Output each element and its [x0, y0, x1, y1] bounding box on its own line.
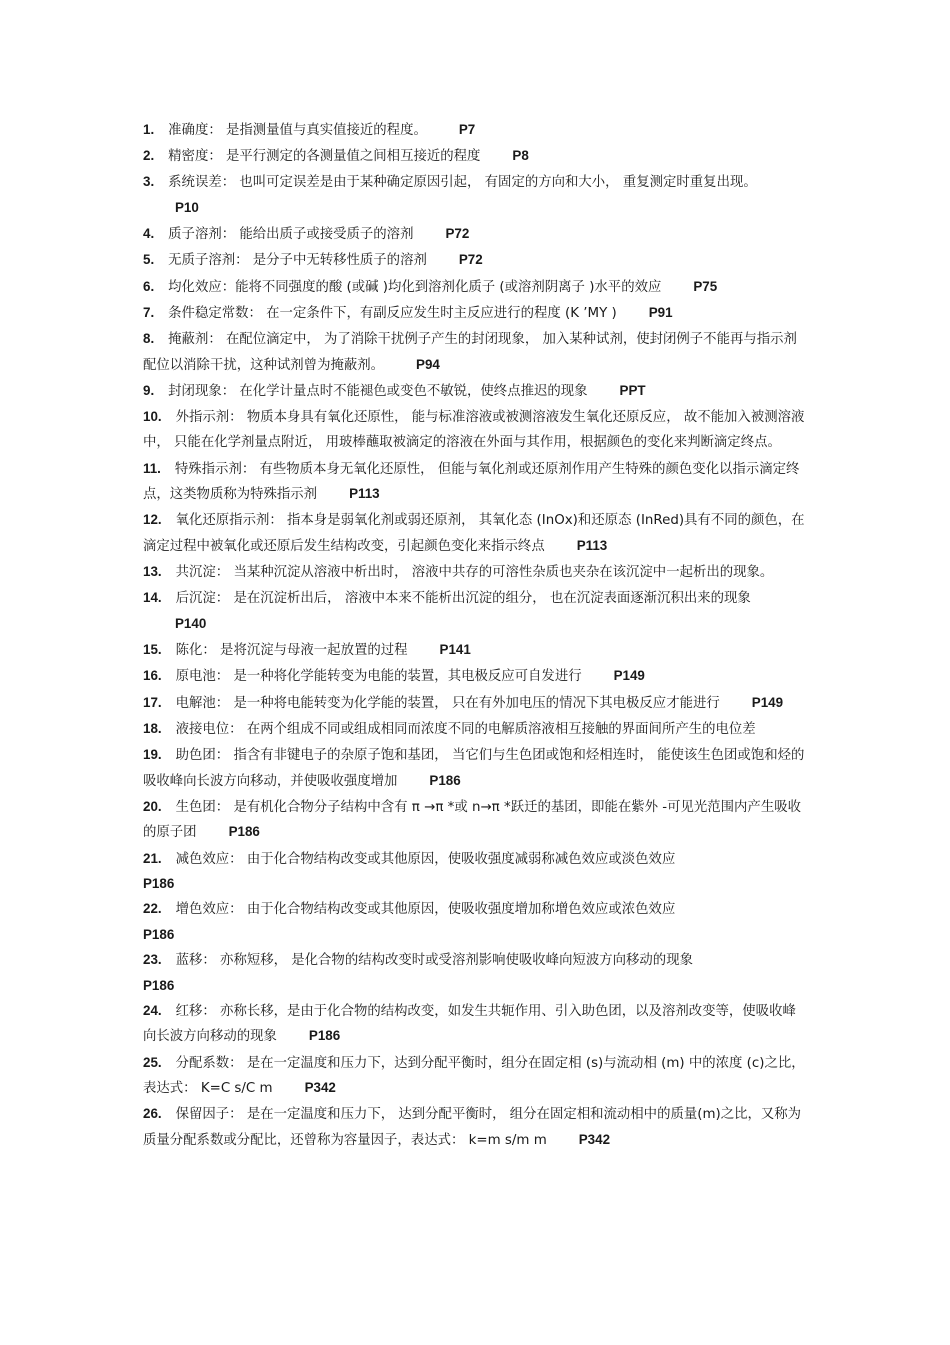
definition-list	[143, 118, 807, 1154]
list-item: 7. 条件稳定常数： 在一定条件下，有副反应发生时主反应进行的程度 (K ’MY ) P91	[143, 304, 673, 321]
page-ref: P94	[416, 356, 440, 372]
list-item: 13. 共沉淀： 当某种沉淀从溶液中析出时， 溶液中共存的可溶性杂质也夹杂在该沉淀中一起析出的现象。	[143, 564, 774, 581]
page-ref: P72	[445, 226, 470, 242]
list-item: 11. 特殊指示剂： 有些物质本身无氧化还原性， 但能与氧化剂或还原剂作用产生特殊的颜色变化以指示滴定终点，这类物质称为特殊指示剂 P113	[143, 460, 800, 503]
list-item: 3. 系统误差： 也叫可定误差是由于某种确定原因引起， 有固定的方向和大小， 重复测定时重复出现。P10	[143, 174, 757, 215]
list-item: 17. 电解池： 是一种将电能转变为化学能的装置， 只在有外加电压的情况下其电极反应才能进行 P149	[143, 694, 784, 711]
list-item: 18. 液接电位： 在两个组成不同或组成相同而浓度不同的电解质溶液相互接触的界面间所产生的电位差	[143, 720, 756, 737]
page-ref: P186	[429, 772, 461, 788]
page-ref: P186	[143, 926, 175, 942]
page-ref: P149	[613, 668, 645, 684]
page-ref: P186	[228, 824, 260, 840]
page-ref: P8	[512, 148, 529, 164]
list-item: 2. 精密度： 是平行测定的各测量值之间相互接近的程度 P8	[143, 148, 529, 165]
list-item: 15. 陈化： 是将沉淀与母液一起放置的过程 P141	[143, 642, 471, 659]
list-item: 10. 外指示剂： 物质本身具有氧化还原性， 能与标准溶液或被测溶液发生氧化还原反应， 故不能加入被测溶液中， 只能在化学剂量点附近， 用玻棒蘸取被滴定的溶液在外面与其作用，根据颜色的变化来判断滴定终点。	[143, 408, 805, 451]
page-ref: P186	[143, 876, 175, 892]
page-ref: P342	[578, 1132, 611, 1147]
page-ref: P186	[308, 1028, 341, 1044]
list-item: 24. 红移： 亦称长移，是由于化合物的结构改变，如发生共轭作用、引入助色团，以及溶剂改变等，使吸收峰向长波方向移动的现象 P186	[143, 1002, 796, 1045]
page-ref: P342	[304, 1080, 336, 1096]
page-ref: P75	[693, 278, 718, 294]
page-ref: P113	[349, 486, 380, 502]
list-item: 14. 后沉淀： 是在沉淀析出后， 溶液中本来不能析出沉淀的组分， 也在沉淀表面逐渐沉积出来的现象P140	[143, 590, 751, 631]
page-ref: P141	[439, 642, 471, 658]
page-ref: P186	[143, 977, 175, 993]
list-item: 5. 无质子溶剂： 是分子中无转移性质子的溶剂 P72	[143, 252, 483, 269]
list-item: 20. 生色团： 是有机化合物分子结构中含有 π →π *或 n→π *跃迁的基团，即能在紫外 -可见光范围内产生吸收的原子团 P186	[143, 798, 801, 841]
page-ref: P149	[751, 694, 784, 710]
page-ref: P91	[648, 304, 673, 320]
list-item: 8. 掩蔽剂： 在配位滴定中， 为了消除干扰例子产生的封闭现象， 加入某种试剂，使封闭例子不能再与指示剂配位以消除干扰，这种试剂曾为掩蔽剂。 P94	[143, 330, 797, 373]
list-item: 6. 均化效应：能将不同强度的酸 (或碱 )均化到溶剂化质子 (或溶剂阴离子 )水平的效应 P75	[143, 278, 718, 295]
page-ref: P72	[458, 252, 483, 268]
list-item: 25. 分配系数： 是在一定温度和压力下，达到分配平衡时，组分在固定相 (s)与流动相 (m) 中的浓度 (c)之比，表达式： K=C s/C m P342	[143, 1054, 805, 1097]
list-item: 21. 减色效应： 由于化合物结构改变或其他原因，使吸收强度减弱称减色效应或淡色效应 P186	[143, 847, 807, 897]
page-ref: P140	[175, 616, 207, 631]
list-item: 4. 质子溶剂： 能给出质子或接受质子的溶剂 P72	[143, 226, 470, 243]
list-item: 26. 保留因子： 是在一定温度和压力下， 达到分配平衡时， 组分在固定相和流动相中的质量(m)之比，又称为质量分配系数或分配比，还曾称为容量因子，表达式： k=m s/m m P342	[143, 1106, 802, 1148]
page-ref: P10	[175, 199, 199, 215]
list-item: 16. 原电池： 是一种将化学能转变为电能的装置，其电极反应可自发进行 P149	[143, 668, 645, 685]
list-item: 19. 助色团： 指含有非键电子的杂原子饱和基团， 当它们与生色团或饱和烃相连时， 能使该生色团或饱和烃的吸收峰向长波方向移动，并使吸收强度增加 P186	[143, 746, 805, 789]
list-item: 23. 蓝移： 亦称短移， 是化合物的结构改变时或受溶剂影响使吸收峰向短波方向移动的现象 P186	[143, 948, 807, 998]
list-item: 12. 氧化还原指示剂： 指本身是弱氧化剂或弱还原剂， 其氧化态 (InOx)和还原态 (InRed)具有不同的颜色，在滴定过程中被氧化或还原后发生结构改变，引起颜色变化来指示终点 P113	[143, 512, 805, 555]
list-item: 22. 增色效应： 由于化合物结构改变或其他原因，使吸收强度增加称增色效应或浓色效应 P186	[143, 897, 807, 947]
list-item: 9. 封闭现象： 在化学计量点时不能褪色或变色不敏锐，使终点推迟的现象 PPT	[143, 382, 646, 399]
page-ref: P7	[458, 122, 476, 137]
list-item: 1. 准确度： 是指测量值与真实值接近的程度。 P7	[143, 122, 476, 138]
page-ref: PPT	[619, 382, 646, 398]
page-ref: P113	[576, 538, 608, 554]
